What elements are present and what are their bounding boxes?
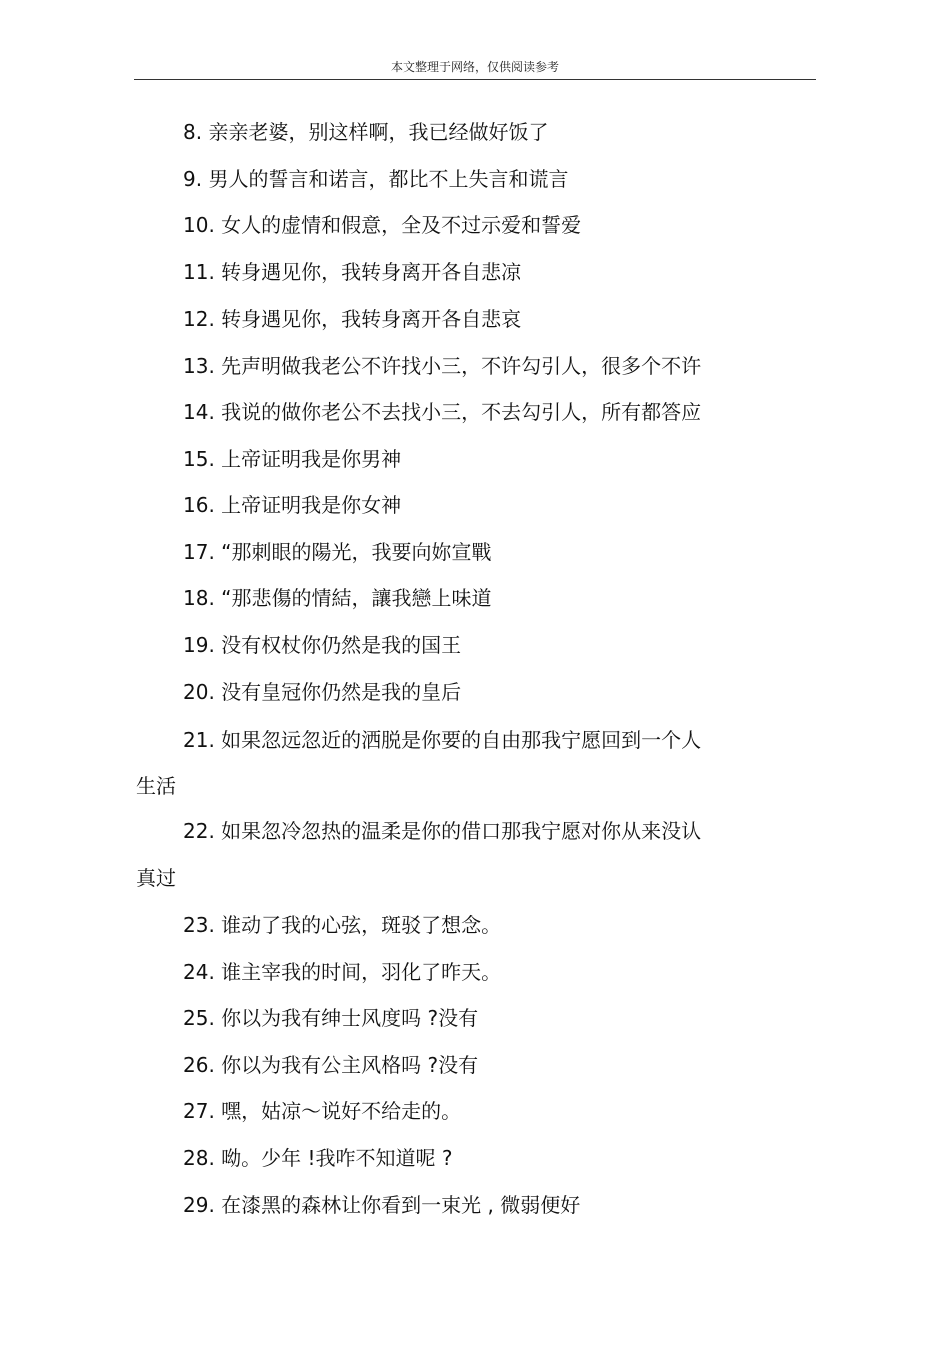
list-item: 22. 如果忽冷忽热的温柔是你的借口那我宁愿对你从来没认 [183, 819, 702, 843]
list-item: 17. “那刺眼的陽光，我要向妳宣戰 [183, 540, 492, 564]
list-item: 27. 嘿，姑凉～说好不给走的。 [183, 1099, 462, 1123]
list-item: 21. 如果忽远忽近的洒脱是你要的自由那我宁愿回到一个人 [183, 728, 702, 752]
list-item: 10. 女人的虚情和假意，全及不过示爱和誓爱 [183, 213, 582, 237]
list-item: 15. 上帝证明我是你男神 [183, 447, 402, 471]
list-item: 28. 呦。少年 !我咋不知道呢 ? [183, 1146, 453, 1170]
page-header: 本文整理于网络，仅供阅读参考 [390, 60, 559, 74]
list-item-continuation: 真过 [136, 866, 176, 890]
list-item: 16. 上帝证明我是你女神 [183, 493, 402, 517]
header-divider [134, 79, 816, 80]
list-item: 26. 你以为我有公主风格吗 ?没有 [183, 1053, 479, 1077]
list-item: 25. 你以为我有绅士风度吗 ?没有 [183, 1006, 479, 1030]
list-item: 23. 谁动了我的心弦，斑驳了想念。 [183, 913, 502, 937]
list-item: 12. 转身遇见你，我转身离开各自悲哀 [183, 307, 522, 331]
list-item: 24. 谁主宰我的时间，羽化了昨天。 [183, 960, 502, 984]
list-item: 19. 没有权杖你仍然是我的国王 [183, 633, 462, 657]
list-item: 20. 没有皇冠你仍然是我的皇后 [183, 680, 462, 704]
list-item: 29. 在漆黑的森林让你看到一束光 , 微弱便好 [183, 1193, 581, 1217]
list-item-continuation: 生活 [136, 774, 176, 798]
list-item: 11. 转身遇见你，我转身离开各自悲凉 [183, 260, 522, 284]
list-item: 14. 我说的做你老公不去找小三，不去勾引人，所有都答应 [183, 400, 702, 424]
list-item: 13. 先声明做我老公不许找小三，不许勾引人，很多个不许 [183, 354, 702, 378]
list-item: 9. 男人的誓言和诺言，都比不上失言和谎言 [183, 167, 569, 191]
list-item: 18. “那悲傷的情結，讓我戀上味道 [183, 586, 492, 610]
list-item: 8. 亲亲老婆，别这样啊，我已经做好饭了 [183, 120, 549, 144]
